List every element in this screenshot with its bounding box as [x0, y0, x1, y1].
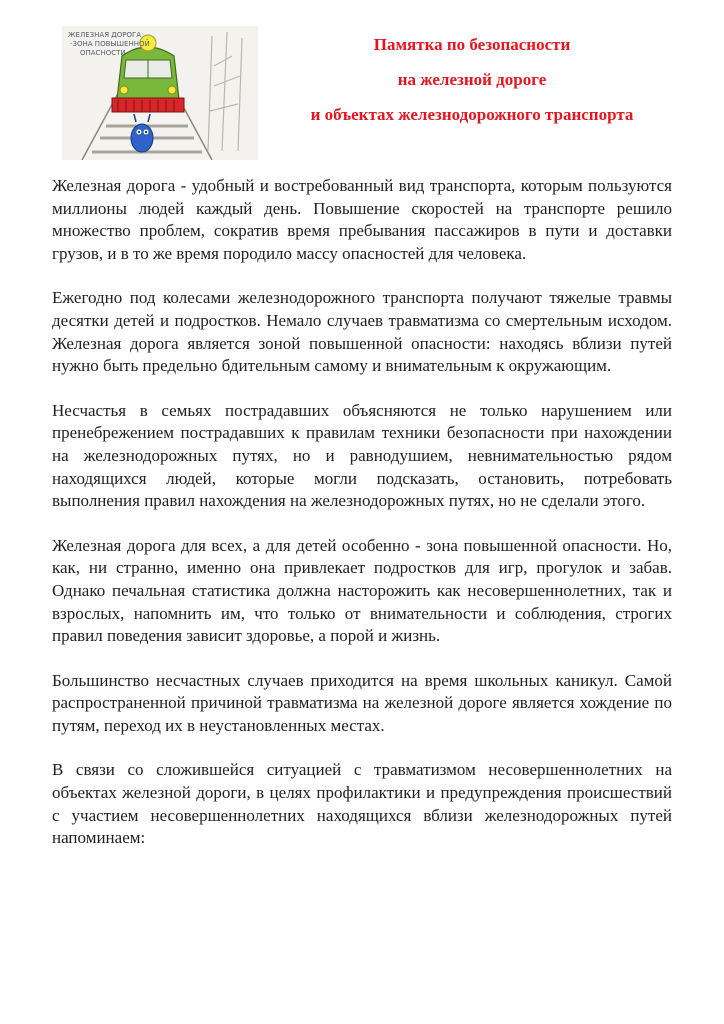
sign-text-line2: -ЗОНА ПОВЫШЕННОЙ — [70, 40, 150, 48]
paragraph: В связи со сложившейся ситуацией с травматизмом несовершеннолетних на объектах железной дороги, в целях профилактики и предупреждения происшествий с участием несовершеннолетних находящихся вблизи железнодорожных путей напоминаем: — [52, 760, 672, 848]
title-line-2: на железной дороге — [397, 70, 547, 89]
body-text — [52, 175, 672, 872]
paragraph: Большинство несчастных случаев приходится на время школьных каникул. Самой распространенной причиной травматизма на железной дороге является хождение по путям, переход их в неустановленных местах. — [52, 670, 672, 735]
page-title — [262, 27, 682, 132]
train-drawing-svg — [62, 26, 258, 160]
paragraph: Ежегодно под колесами железнодорожного транспорта получают тяжелые травмы десятки детей и подростков. Немало случаев травматизма со смертельным исходом. Железная дорога является зоной повышенной опасности: находясь вблизи путей нужно быть предельно бдительным самому и внимательным к окружающим. — [52, 288, 672, 376]
sign-text-line3: ОПАСНОСТИ — [80, 49, 126, 57]
paragraph: Железная дорога - удобный и востребованный вид транспорта, которым пользуются миллионы людей каждый день. Повышение скоростей на транспорте решило множество проблем, сократив время пребывания пассажиров в пути и доставки грузов, и в то же время породило массу опасностей для человека. — [52, 176, 672, 263]
title-line-1: Памятка по безопасности — [373, 35, 571, 54]
paragraph: Железная дорога для всех, а для детей особенно - зона повышенной опасности. Но, как, ни странно, именно она привлекает подростков для игр, прогулок и забав. Однако печальная статистика должна насторожить как несовершеннолетних, так и взрослых, напомнить им, что только от внимательности и соблюдения, строгих правил поведения зависит здоровье, а порой и жизнь. — [52, 535, 672, 646]
paragraph: Несчастья в семьях пострадавших объясняются не только нарушением или пренебрежением пострадавших к правилам техники безопасности при нахождении на железнодорожных путях, но и равнодушием, невнимательностью рядом находящихся людей, которые могли подсказать, остановить, потребовать выполнения правил нахождения на железнодорожных путях, но не сделали этого. — [52, 400, 672, 511]
sign-text-line1: ЖЕЛЕЗНАЯ ДОРОГА — [68, 31, 142, 39]
train-drawing-image — [62, 26, 258, 160]
title-line-3: и объектах железнодорожного транспорта — [310, 105, 634, 124]
